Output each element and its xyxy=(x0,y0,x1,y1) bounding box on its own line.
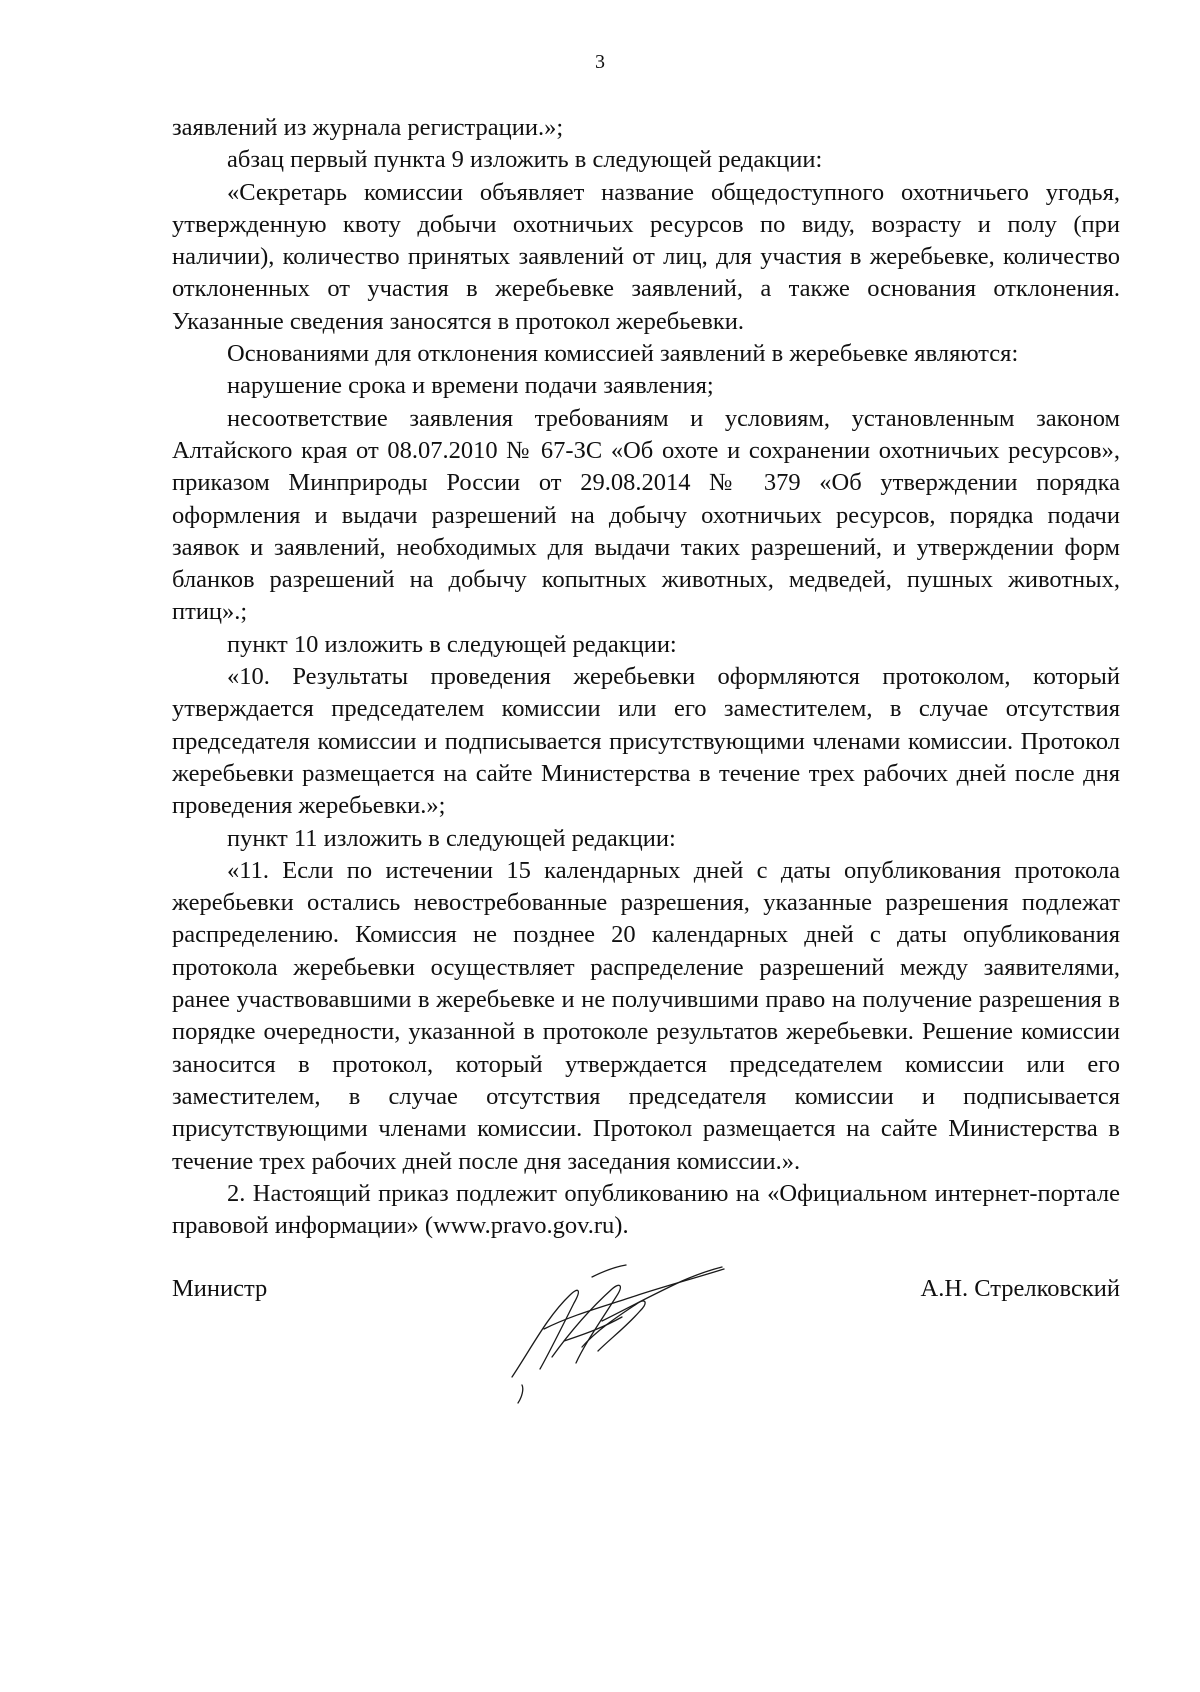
paragraph: «10. Результаты проведения жеребьевки оформляются протоколом, который утверждается председателем комиссии или его заместителем, в случае отсутствия председателя комиссии и подписывается присутствующими членами комиссии. Протокол жеребьевки размещается на сайте Министерства в течение трех рабочих дней после дня проведения жеребьевки.»; xyxy=(172,663,1120,820)
signatory-name: А.Н. Стрелковский xyxy=(920,1275,1120,1302)
page-number: 3 xyxy=(595,51,605,73)
paragraph: «Секретарь комиссии объявляет название общедоступного охотничьего угодья, утвержденную квоту добычи охотничьих ресурсов по виду, возрасту и полу (при наличии), количество принятых заявлений от лиц, для участия в жеребьевке, количество отклоненных от участия в жеребьевке заявлений, а также основания отклонения. Указанные сведения заносятся в протокол жеребьевки. xyxy=(172,178,1120,335)
paragraph: несоответствие заявления требованиям и условиям, установленным законом Алтайского края от 08.07.2010 № 67-ЗС «Об охоте и сохранении охотничьих ресурсов», приказом Минприроды России от 29.08.2014 № 379 «Об утверждении порядка оформления и выдачи разрешений на добычу охотничьих ресурсов, порядка подачи заявок и заявлений, необходимых для выдачи таких разрешений, и утверждении форм бланков разрешений на добычу копытных животных, медведей, пушных животных, птиц».; xyxy=(172,404,1120,626)
paragraph: пункт 11 изложить в следующей редакции: xyxy=(227,824,676,852)
paragraph: 2. Настоящий приказ подлежит опубликованию на «Официальном интернет-портале правовой информации» (www.pravo.gov.ru). xyxy=(172,1179,1120,1240)
handwritten-signature xyxy=(452,1237,752,1417)
paragraph: пункт 10 изложить в следующей редакции: xyxy=(227,630,677,658)
paragraph: «11. Если по истечении 15 календарных дней с даты опубликования протокола жеребьевки остались невостребованные разрешения, указанные разрешения подлежат распределению. Комиссия не позднее 20 календарных дней с даты опубликования протокола жеребьевки осуществляет распределение разрешений между заявителями, ранее участвовавшими в жеребьевке и не получившими право на получение разрешения в порядке очередности, указанной в протоколе результатов жеребьевки. Решение комиссии заносится в протокол, который утверждается председателем комиссии или его заместителем, в случае отсутствия председателя комиссии и подписывается присутствующими членами комиссии. Протокол размещается на сайте Министерства в течение трех рабочих дней после дня заседания комиссии.». xyxy=(172,856,1120,1175)
paragraph: Основаниями для отклонения комиссией заявлений в жеребьевке являются: xyxy=(227,340,1019,368)
paragraph: абзац первый пункта 9 изложить в следующей редакции: xyxy=(227,146,823,174)
signatory-title: Министр xyxy=(172,1275,268,1302)
signature-block xyxy=(172,1273,1120,1413)
document-body xyxy=(172,112,1120,1242)
paragraph: заявлений из журнала регистрации.»; xyxy=(172,114,564,141)
paragraph: нарушение срока и времени подачи заявления; xyxy=(227,372,714,400)
